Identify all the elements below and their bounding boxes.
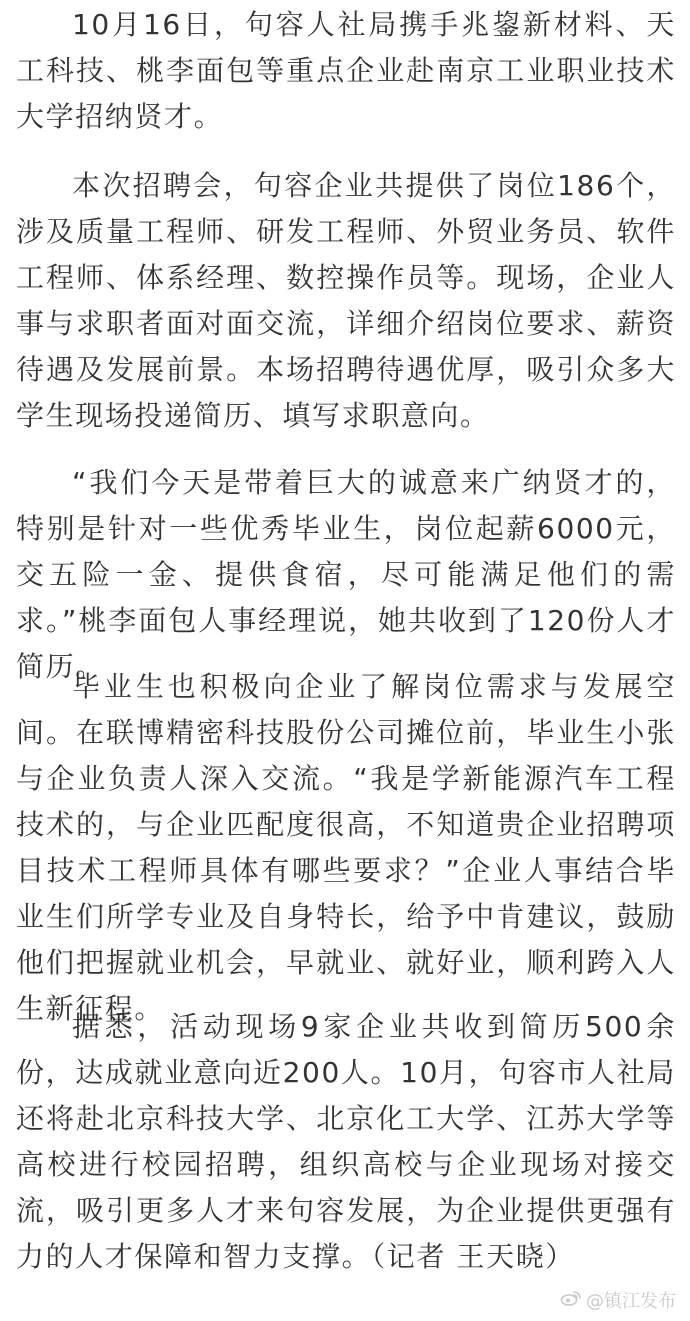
source-watermark: [560, 1287, 676, 1313]
weibo-icon: [560, 1289, 582, 1312]
watermark-text: @镇江发布: [586, 1291, 676, 1312]
article-paragraph: “我们今天是带着巨大的诚意来广纳贤才的，特别是针对一些优秀毕业生，岗位起薪6000元，交五险一金、提供食宿，尽可能满足他们的需求。”桃李面包人事经理说，她共收到了120份人才简历。: [16, 466, 676, 683]
article-paragraph: 10月16日，句容人社局携手兆鋆新材料、天工科技、桃李面包等重点企业赴南京工业职业技术大学招纳贤才。: [16, 8, 676, 133]
article-paragraph: 本次招聘会，句容企业共提供了岗位186个，涉及质量工程师、研发工程师、外贸业务员、软件工程师、体系经理、数控操作员等。现场，企业人事与求职者面对面交流，详细介绍岗位要求、薪资待遇及发展前景。本场招聘待遇优厚，吸引众多大学生现场投递简历、填写求职意向。: [16, 169, 676, 432]
article-paragraph: 据悉，活动现场9家企业共收到简历500余份，达成就业意向近200人。10月，句容市人社局还将赴北京科技大学、北京化工大学、江苏大学等高校进行校园招聘，组织高校与企业现场对接交流，吸引更多人才来句容发展，为企业提供更强有力的人才保障和智力支撑。（记者 王天晓）: [16, 1010, 676, 1273]
article-paragraph: 毕业生也积极向企业了解岗位需求与发展空间。在联博精密科技股份公司摊位前，毕业生小张与企业负责人深入交流。“我是学新能源汽车工程技术的，与企业匹配度很高，不知道贵企业招聘项目技术工程师具体有哪些要求？”企业人事结合毕业生们所学专业及自身特长，给予中肯建议，鼓励他们把握就业机会，早就业、就好业，顺利跨入人生新征程。: [16, 670, 676, 1025]
